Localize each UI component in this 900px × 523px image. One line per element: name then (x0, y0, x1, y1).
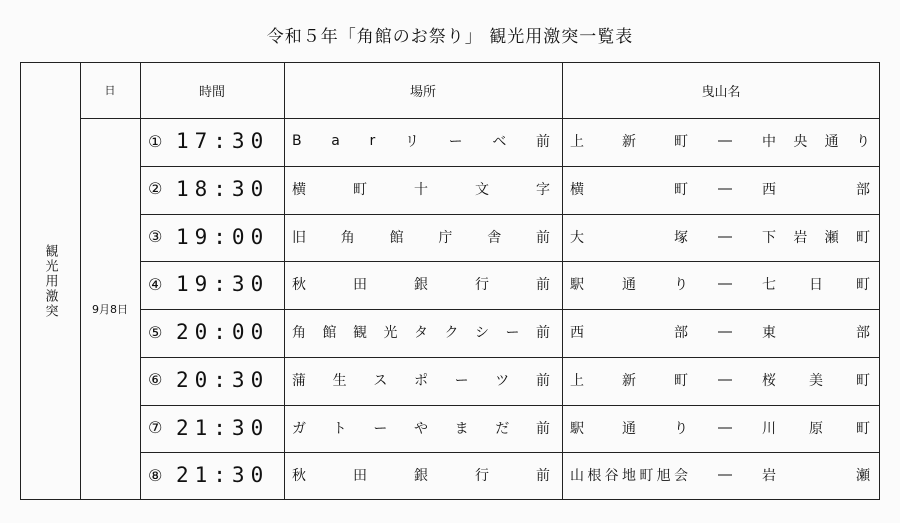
float-right-char: 町 (856, 277, 870, 294)
row-number: ⑧ (148, 465, 163, 485)
float-right (762, 465, 870, 485)
separator-dash: ― (718, 228, 732, 245)
floats-cell (570, 214, 870, 260)
floats-cell (570, 309, 870, 355)
separator-dash: ― (718, 371, 732, 388)
float-right-char: 東 (762, 325, 776, 341)
float-left-char: 会 (673, 468, 688, 485)
time-cell (140, 118, 284, 164)
float-left-char: 部 (674, 325, 688, 341)
float-left-char: 大 (570, 229, 584, 246)
float-right (762, 370, 870, 390)
place-cell (292, 166, 550, 212)
place-char: 前 (536, 134, 550, 150)
floats-cell (570, 261, 870, 307)
place-char: 光 (383, 325, 398, 341)
place-char: ト (332, 420, 347, 437)
float-left (570, 179, 688, 199)
place-char: 角 (340, 229, 355, 246)
place-char: ー (373, 420, 388, 437)
place-char: 横 (292, 181, 306, 198)
float-right-char: 原 (809, 420, 823, 437)
float-right-char: 日 (809, 277, 823, 294)
place-char: 田 (353, 468, 367, 485)
row-time: 18:30 (176, 176, 270, 201)
row-time: 21:30 (176, 415, 270, 440)
place-char: だ (495, 420, 510, 437)
separator-dash: ― (718, 133, 732, 149)
float-left-char: 上 (570, 134, 584, 150)
place-cell (292, 214, 550, 260)
time-cell (140, 261, 284, 307)
float-right-char: 部 (856, 325, 870, 341)
header-time: 時間 (198, 84, 225, 100)
place-char: B (292, 133, 302, 149)
float-right-char (809, 465, 823, 485)
float-right-char: 川 (762, 420, 776, 437)
time-cell (140, 452, 284, 498)
place-char: ー (505, 325, 520, 341)
float-right-char: 桜 (762, 372, 776, 389)
time-cell (140, 309, 284, 355)
float-right-char: 央 (793, 134, 808, 150)
float-right-char: 瀬 (824, 229, 839, 246)
float-right-char: り (855, 134, 870, 150)
float-left (570, 465, 688, 485)
float-left-char: 新 (622, 372, 636, 389)
place-char: ま (454, 420, 469, 437)
separator-dash: ― (718, 324, 732, 340)
float-left-char (622, 227, 636, 247)
table-row (140, 261, 880, 309)
row-number: ⑤ (148, 322, 163, 342)
row-time: 19:00 (176, 224, 270, 249)
place-char: 観 (353, 325, 367, 341)
header-day: 日 (104, 84, 116, 97)
day-cell: 9月8日 (92, 303, 128, 316)
table-row (140, 118, 880, 166)
place-char: 旧 (292, 229, 306, 246)
float-left (570, 131, 688, 151)
float-left-char: 旭 (656, 468, 671, 485)
floats-cell (570, 357, 870, 403)
row-time: 17:30 (176, 129, 270, 153)
float-left-char: 町 (674, 134, 688, 150)
float-right-char: 通 (824, 134, 839, 150)
float-right (762, 131, 870, 151)
place-char: 館 (322, 325, 337, 341)
place-cell (292, 405, 550, 451)
float-left (570, 322, 688, 342)
float-left-char: り (674, 277, 688, 294)
place-cell (292, 309, 550, 355)
row-number: ② (148, 179, 163, 199)
float-right-char: 町 (856, 372, 870, 389)
place-char: 前 (536, 325, 550, 341)
time-cell (140, 214, 284, 260)
float-right (762, 179, 870, 199)
place-char: ス (373, 372, 388, 389)
float-right-char: 瀬 (856, 468, 870, 485)
float-left-char: 町 (674, 181, 688, 198)
floats-cell (570, 118, 870, 164)
header-floats: 曳山名 (701, 84, 741, 100)
place-char: ベ (492, 134, 507, 150)
place-char: 蒲 (292, 372, 306, 389)
place-char: ー (448, 134, 463, 150)
place-char: 行 (475, 468, 489, 485)
place-char: 文 (475, 181, 489, 198)
float-right-char: 下 (762, 229, 776, 246)
place-char: 前 (536, 277, 550, 294)
place-char: 前 (535, 372, 550, 389)
float-left-char: 谷 (604, 468, 619, 485)
float-left-char: 町 (674, 372, 688, 389)
time-cell (140, 166, 284, 212)
float-right-char: 町 (855, 229, 870, 246)
table-row (140, 309, 880, 357)
floats-cell (570, 166, 870, 212)
float-right (762, 274, 870, 294)
place-char: 前 (535, 420, 550, 437)
place-char: リ (404, 134, 419, 150)
place-cell (292, 452, 550, 498)
side-label (20, 62, 80, 500)
float-left-char: 西 (570, 325, 584, 341)
float-right-char: 部 (856, 181, 870, 198)
place-char: ツ (495, 372, 510, 389)
float-left-char: 塚 (674, 229, 688, 246)
float-left-char: 地 (621, 468, 636, 485)
place-char: 字 (536, 181, 550, 198)
place-char: や (413, 420, 428, 437)
place-char: r (369, 133, 376, 149)
separator-dash: ― (718, 180, 732, 197)
place-char: a (331, 133, 340, 149)
place-char: 秋 (292, 277, 306, 294)
row-time: 20:00 (176, 320, 270, 344)
float-left-char: 根 (587, 468, 602, 485)
float-left-char: 上 (570, 372, 584, 389)
floats-cell (570, 452, 870, 498)
place-char: シ (475, 325, 489, 341)
float-left-char: 駅 (570, 420, 584, 437)
table-row (140, 166, 880, 214)
float-right (762, 322, 870, 342)
float-right (762, 418, 870, 438)
float-right-char (809, 322, 823, 342)
separator-dash: ― (718, 467, 732, 484)
place-char: 銀 (414, 468, 428, 485)
side-label-text: 観光用激突 (42, 243, 58, 319)
float-left (570, 274, 688, 294)
float-right-char: 町 (856, 420, 870, 437)
place-cell (292, 357, 550, 403)
place-char: ポ (413, 372, 428, 389)
float-left-char: 町 (639, 468, 654, 485)
float-left (570, 370, 688, 390)
separator-dash: ― (718, 276, 732, 293)
float-left (570, 227, 688, 247)
place-char: 前 (536, 468, 550, 485)
row-time: 20:30 (176, 367, 270, 392)
place-char: ガ (292, 420, 306, 437)
place-char: 町 (353, 181, 367, 198)
float-right-char: 美 (809, 372, 823, 389)
place-cell (292, 261, 550, 307)
float-left (570, 418, 688, 438)
float-left-char: り (674, 420, 688, 437)
float-left-char: 新 (622, 134, 636, 150)
place-char: 生 (332, 372, 347, 389)
place-char: 庁 (438, 229, 453, 246)
float-right-char: 岩 (793, 229, 808, 246)
time-cell (140, 357, 284, 403)
time-cell (140, 405, 284, 451)
place-char: タ (414, 325, 428, 341)
table-row (140, 405, 880, 453)
header-place: 場所 (409, 84, 436, 100)
place-char: ー (454, 372, 469, 389)
place-cell (292, 118, 550, 164)
place-char: 前 (535, 229, 550, 246)
row-time: 21:30 (176, 463, 270, 488)
float-right-char (809, 179, 823, 199)
float-right-char: 岩 (762, 468, 776, 485)
float-left-char: 通 (622, 420, 636, 437)
row-number: ① (148, 131, 163, 151)
float-left-char (622, 322, 636, 342)
row-time: 19:30 (176, 272, 270, 297)
float-right-char: 中 (762, 134, 776, 150)
table-row (140, 214, 880, 262)
row-number: ⑥ (148, 370, 163, 390)
place-char: ク (444, 325, 459, 341)
row-number: ④ (148, 274, 163, 294)
table-row (140, 452, 880, 500)
place-char: 十 (414, 181, 428, 198)
place-char: 秋 (292, 468, 306, 485)
page-title: 令和５年「角館のお祭り」 観光用激突一覧表 (266, 27, 634, 47)
row-number: ③ (148, 227, 163, 246)
float-left-char: 横 (570, 181, 584, 198)
place-char: 角 (292, 325, 306, 341)
place-char: 館 (389, 229, 404, 246)
table-row (140, 357, 880, 405)
place-char: 田 (353, 277, 367, 294)
float-left-char (622, 179, 636, 199)
float-right-char: 西 (762, 181, 776, 198)
float-right-char: 七 (762, 277, 776, 294)
float-left-char: 通 (622, 277, 636, 294)
float-right (762, 227, 870, 247)
floats-cell (570, 405, 870, 451)
place-char: 舎 (487, 229, 502, 246)
float-left-char: 駅 (570, 277, 584, 294)
separator-dash: ― (718, 419, 732, 436)
row-number: ⑦ (148, 418, 163, 437)
float-left-char: 山 (570, 468, 584, 485)
place-char: 行 (475, 277, 489, 294)
place-char: 銀 (414, 277, 428, 294)
